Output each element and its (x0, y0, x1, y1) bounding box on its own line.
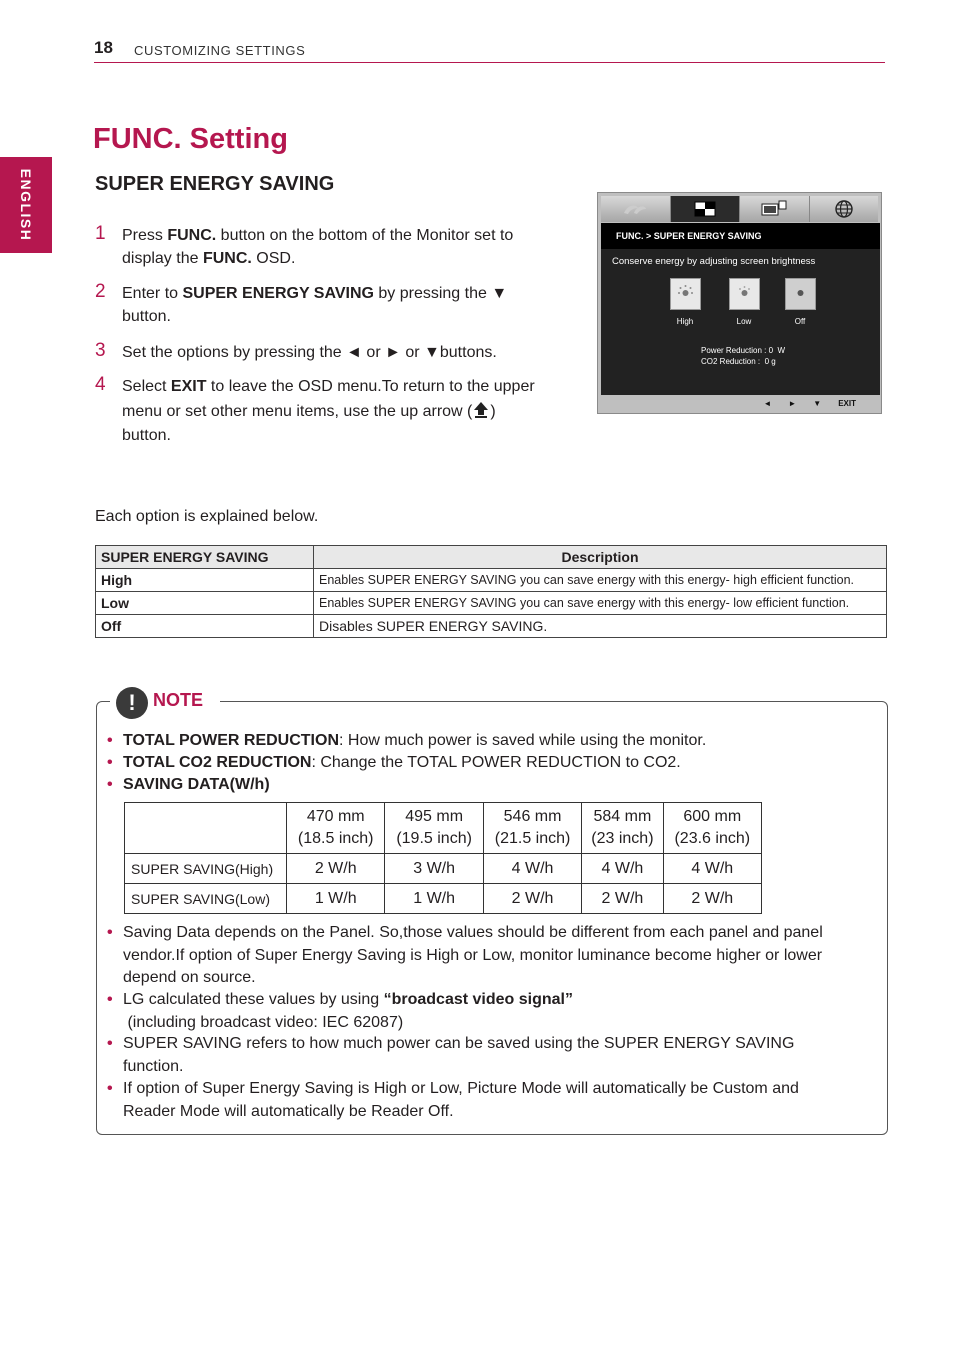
step-text (122, 375, 535, 449)
osd-description: Conserve energy by adjusting screen brightness (612, 256, 816, 267)
table-cell: 2 W/h (663, 884, 761, 914)
bold-text: SAVING DATA(W/h) (123, 776, 270, 793)
table-cell: Enables SUPER ENERGY SAVING you can save energy with this energy- low efficient function. (314, 592, 887, 615)
note-bullet (123, 1033, 843, 1078)
picture-mode-icon (694, 201, 716, 217)
text: If option of Super Energy Saving is High or Low, Picture Mode will automatically be Custom and Reader Mode will automatically be Reader Off. (123, 1080, 799, 1120)
note-bullet (123, 922, 858, 990)
text: OSD. (251, 250, 296, 267)
language-tab-label: ENGLISH (18, 168, 34, 242)
panel-size-inch: (19.5 inch) (396, 830, 472, 847)
panel-size-inch: (21.5 inch) (494, 830, 571, 847)
table-cell: Off (96, 615, 314, 638)
note-bullet (123, 730, 863, 753)
page-number: 18 (94, 38, 113, 57)
step-3 (95, 341, 535, 364)
table-header (287, 803, 385, 854)
osd-tab-picture (671, 196, 741, 222)
table-header (582, 803, 663, 854)
table-header (483, 803, 581, 854)
text: Select (122, 378, 171, 395)
table-row (96, 615, 887, 638)
text: Enter to (122, 285, 183, 302)
table-cell: 3 W/h (385, 854, 483, 884)
step-number: 3 (95, 340, 106, 361)
panel-size-inch: (23 inch) (591, 830, 654, 847)
co2-reduction-value: 0 (764, 357, 770, 366)
power-reduction-unit: W (777, 346, 786, 355)
bold-text: TOTAL POWER REDUCTION (123, 732, 339, 749)
panel-size-mm: 584 mm (593, 808, 652, 825)
table-cell: 1 W/h (287, 884, 385, 914)
osd-option-low (729, 278, 760, 310)
osd-power-readout (701, 345, 785, 367)
note-bullet (123, 989, 863, 1034)
panel-size-mm: 495 mm (405, 808, 464, 825)
panel-size-mm: 470 mm (306, 808, 365, 825)
table-header-row (96, 546, 887, 569)
up-arrow-icon (472, 401, 490, 419)
table-header-row (125, 803, 762, 854)
text: Set the options by pressing the ◄ or ► or ▼buttons. (122, 344, 497, 361)
table-row (96, 569, 887, 592)
osd-tab-bar (601, 196, 878, 222)
osd-breadcrumb: FUNC. > SUPER ENERGY SAVING (601, 223, 880, 249)
step-4 (95, 375, 535, 449)
osd-left-button: ◄ (763, 399, 772, 408)
options-table (95, 545, 887, 638)
panel-size-mm: 600 mm (683, 808, 742, 825)
bold-text: TOTAL CO2 REDUCTION (123, 754, 312, 771)
table-header: Description (314, 546, 887, 569)
header-rule (94, 62, 885, 63)
step-text (122, 341, 535, 364)
table-row (125, 884, 762, 914)
note-label: NOTE (153, 690, 204, 710)
table-header (663, 803, 761, 854)
osd-button-bar (601, 395, 880, 412)
table-cell: 4 W/h (663, 854, 761, 884)
brightness-off-icon (786, 279, 815, 309)
table-cell: 4 W/h (483, 854, 581, 884)
note-bullet (123, 774, 863, 797)
text: by pressing the ▼ button. (122, 285, 508, 325)
table-corner-cell (125, 803, 287, 854)
panel-size-inch: (18.5 inch) (297, 830, 374, 847)
section-subtitle: SUPER ENERGY SAVING (95, 173, 335, 195)
text: button on the bottom of the Monitor set to display the (122, 227, 514, 267)
osd-tab-energy (601, 196, 671, 222)
screen-icon (761, 200, 787, 218)
power-reduction-value: 0 (768, 346, 774, 355)
globe-icon (834, 199, 854, 219)
table-header: SUPER ENERGY SAVING (96, 546, 314, 569)
text: (including broadcast video: IEC 62087) (127, 1013, 404, 1031)
intro-text: Each option is explained below. (95, 508, 319, 525)
table-cell: High (96, 569, 314, 592)
osd-option-high (670, 278, 701, 310)
osd-option-off (785, 278, 816, 310)
bold-text: FUNC. (202, 250, 252, 267)
osd-down-button: ▼ (813, 399, 822, 408)
note-bullet (123, 1078, 843, 1123)
table-row (96, 592, 887, 615)
table-header (385, 803, 483, 854)
table-cell: Low (96, 592, 314, 615)
table-cell: 2 W/h (483, 884, 581, 914)
bold-text: SUPER ENERGY SAVING (182, 285, 374, 302)
text: SUPER SAVING refers to how much power can be saved using the SUPER ENERGY SAVING function. (123, 1035, 795, 1075)
osd-tab-setup (810, 196, 879, 222)
text: Saving Data depends on the Panel. So,those values should be different from each panel and panel vendor.If option of Super Energy Saving is High or Low, monitor luminance become higher or lower depend on source. (123, 924, 823, 986)
osd-right-button: ► (788, 399, 797, 408)
text: : How much power is saved while using the monitor. (339, 732, 707, 749)
bold-text: “broadcast video signal” (383, 991, 573, 1008)
text: to leave the OSD menu.To return to the upper menu or set other menu items, use the up arrow ( (122, 378, 535, 420)
table-row (125, 854, 762, 884)
panel-size-mm: 546 mm (503, 808, 562, 825)
saving-data-table (124, 802, 762, 914)
text: LG calculated these values by using (123, 991, 384, 1008)
text: : Change the TOTAL POWER REDUCTION to CO2. (311, 754, 681, 771)
osd-option-label: Off (794, 317, 806, 326)
table-cell: Disables SUPER ENERGY SAVING. (314, 615, 887, 638)
leaf-icon (622, 202, 648, 216)
text: Press (122, 227, 168, 244)
page-title: FUNC. Setting (93, 123, 288, 155)
language-tab (0, 157, 52, 253)
osd-tab-screen (740, 196, 810, 222)
table-cell: 2 W/h (287, 854, 385, 884)
section-name: CUSTOMIZING SETTINGS (134, 43, 306, 58)
step-number: 4 (95, 374, 106, 395)
table-cell: 2 W/h (582, 884, 663, 914)
panel-size-inch: (23.6 inch) (674, 830, 751, 847)
osd-screenshot (597, 192, 882, 414)
row-label: SUPER SAVING(High) (125, 854, 287, 884)
step-number: 1 (95, 223, 106, 244)
note-bullet (123, 752, 863, 775)
step-text (122, 282, 535, 328)
osd-menu-panel (601, 223, 880, 395)
power-reduction-label: Power Reduction : (701, 346, 767, 355)
brightness-high-icon (671, 279, 700, 309)
osd-option-label: High (676, 317, 694, 326)
bold-text: EXIT (170, 378, 207, 395)
table-cell: Enables SUPER ENERGY SAVING you can save energy with this energy- high efficient function. (314, 569, 887, 592)
step-text (122, 224, 535, 270)
brightness-low-icon (730, 279, 759, 309)
text: ) button. (122, 402, 496, 444)
osd-option-label: Low (736, 317, 752, 326)
row-label: SUPER SAVING(Low) (125, 884, 287, 914)
co2-reduction-unit: g (771, 357, 776, 366)
table-cell: 4 W/h (582, 854, 663, 884)
step-2 (95, 282, 535, 328)
table-cell: 1 W/h (385, 884, 483, 914)
osd-exit-button: EXIT (838, 399, 856, 408)
step-1 (95, 224, 535, 270)
step-number: 2 (95, 281, 106, 302)
co2-reduction-label: CO2 Reduction : (701, 357, 761, 366)
bold-text: FUNC. (167, 227, 217, 244)
exclamation-mark: ! (128, 690, 136, 715)
